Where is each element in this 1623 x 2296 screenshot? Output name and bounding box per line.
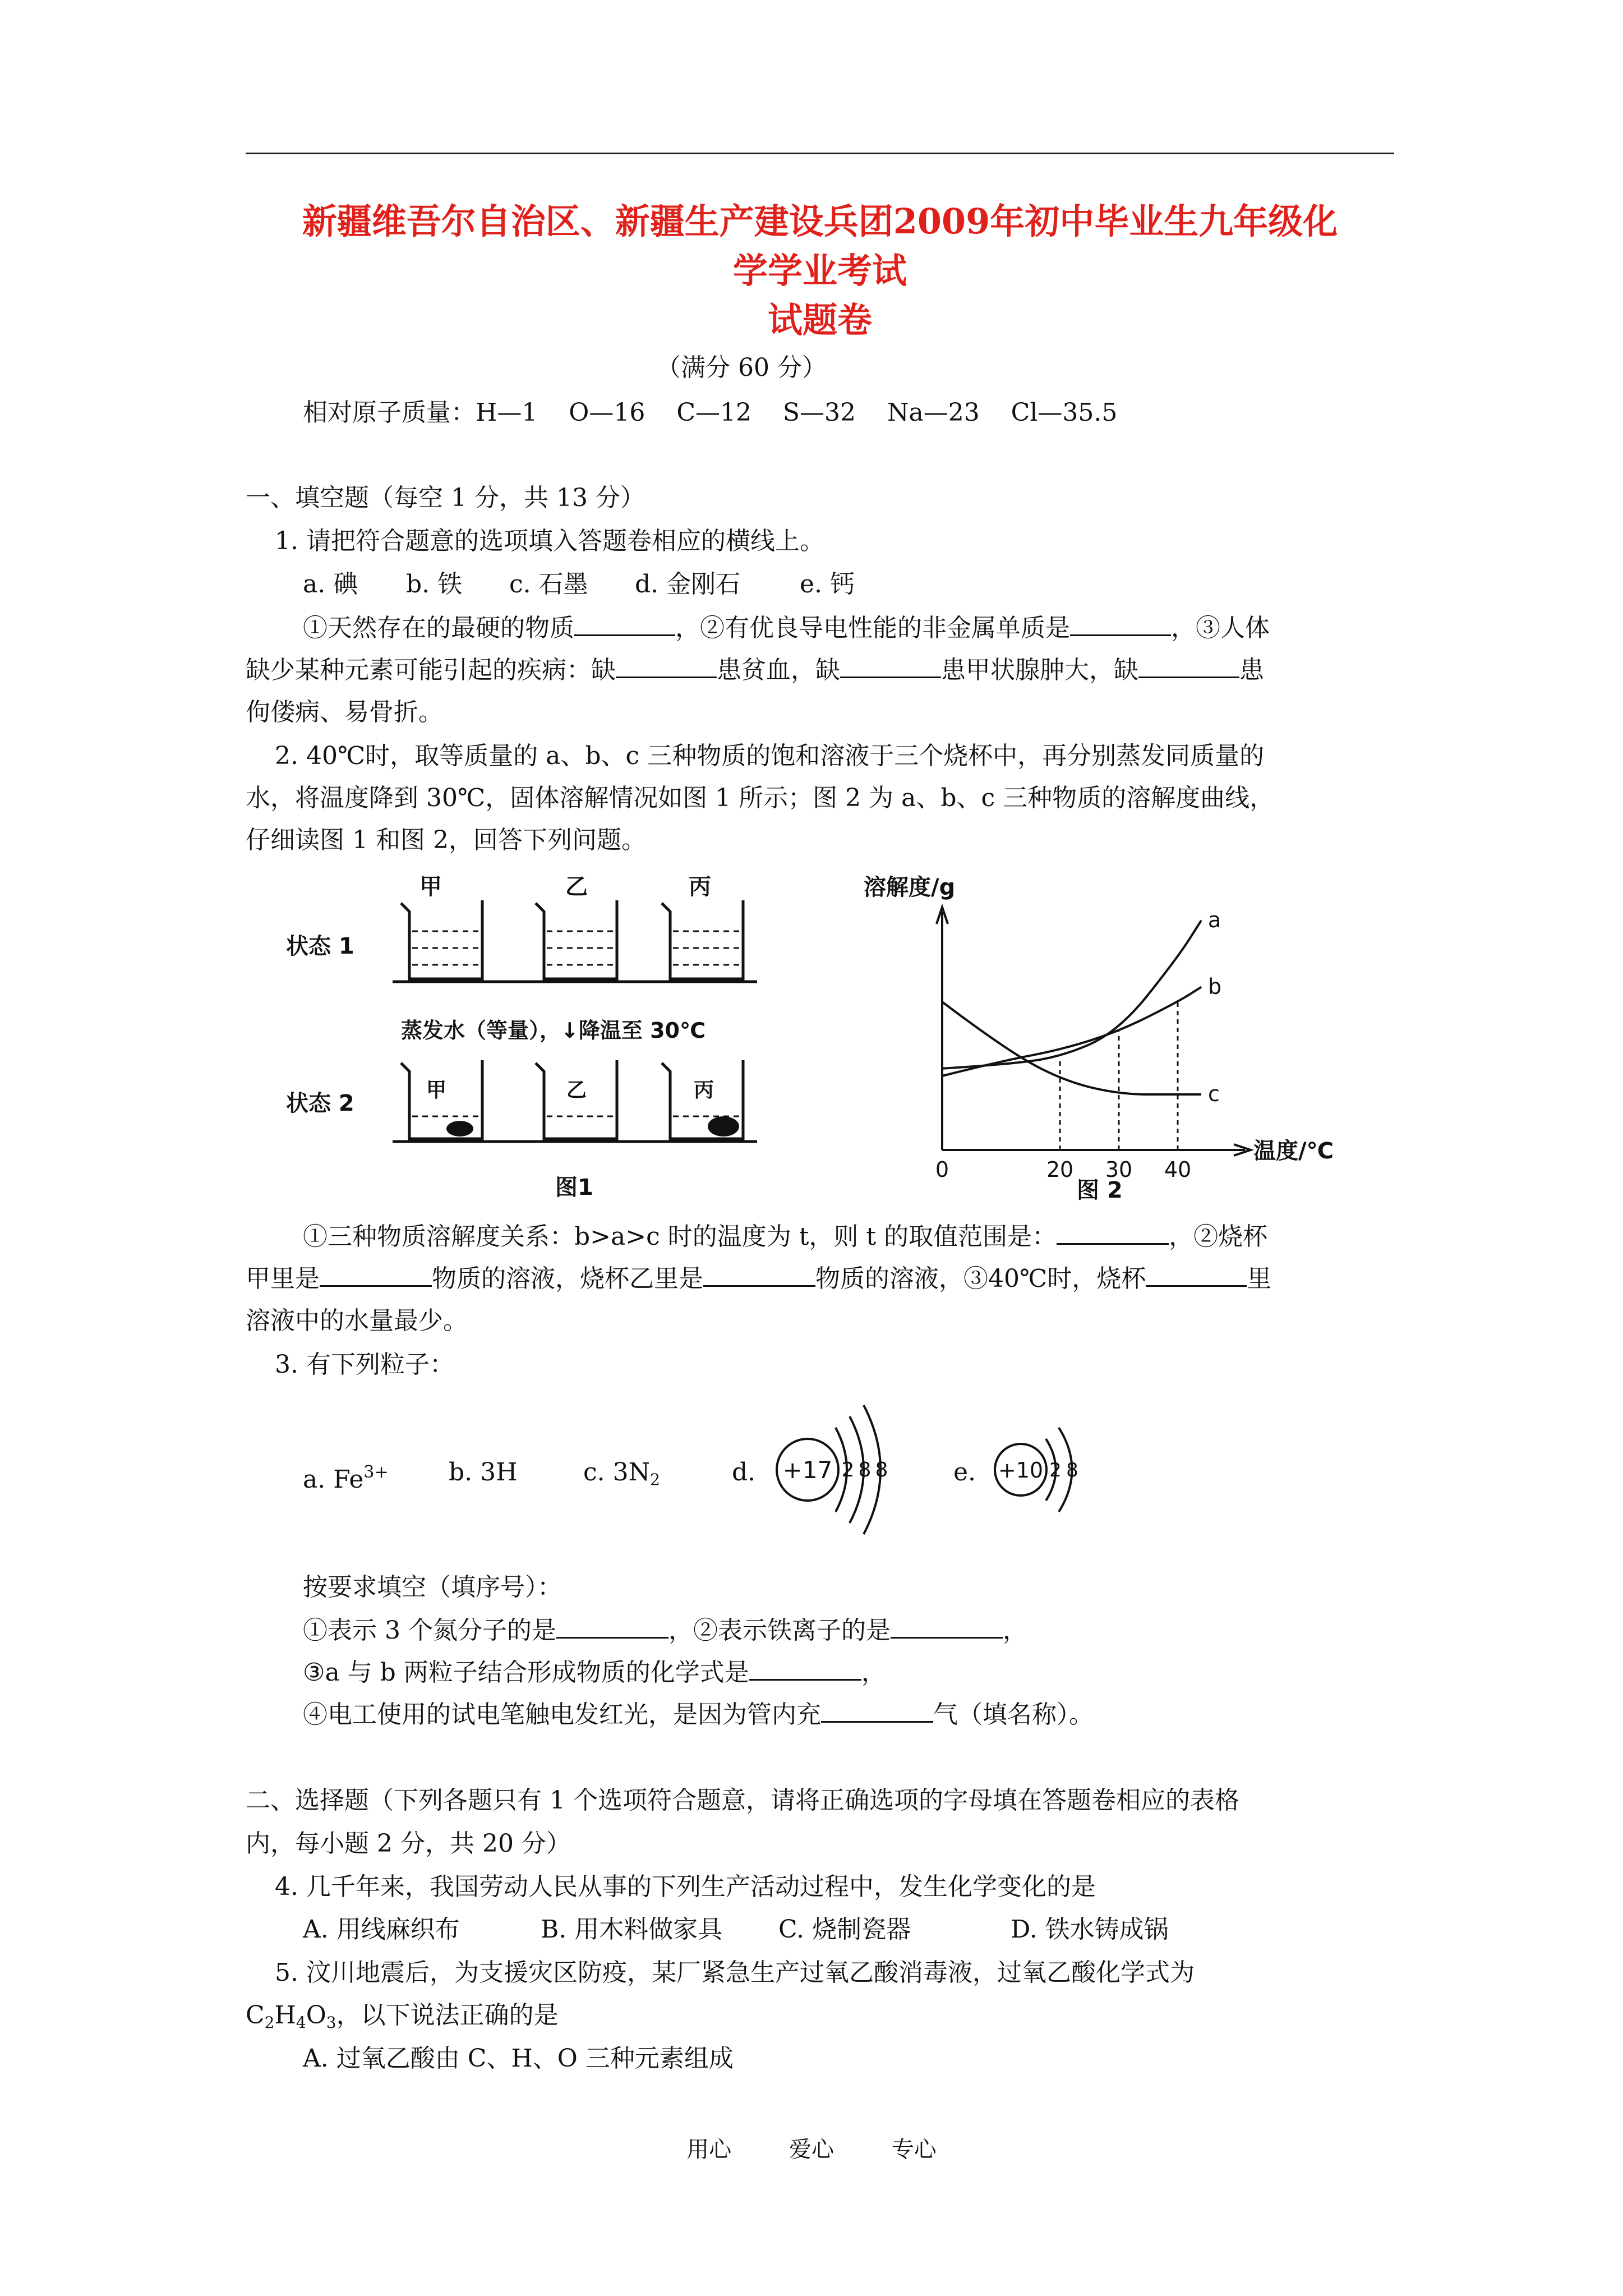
exam-title-line2: 学学业考试 <box>732 250 907 291</box>
y-axis-label: 溶解度/g <box>864 875 956 900</box>
q2-line3: 仔细读图 1 和图 2，回答下列问题。 <box>246 826 646 854</box>
q2-answer-line2 <box>246 1262 1271 1296</box>
q1-text: ，③人体 <box>1171 614 1270 642</box>
q3-item1 <box>303 1614 1027 1648</box>
footer-item: 专心 <box>891 2137 937 2162</box>
formula-text: C <box>246 2001 265 2030</box>
nucleus-d: +17 <box>782 1456 833 1484</box>
q2-text: 物质的溶液，③40℃时，烧杯 <box>815 1264 1146 1293</box>
answer-blank[interactable] <box>703 1263 815 1287</box>
crystal-bing <box>708 1116 739 1137</box>
atom-diagram-d <box>768 1386 937 1554</box>
exam-title-line3: 试题卷 <box>767 300 872 341</box>
series-label-a: a <box>1208 907 1221 932</box>
particle-d-label: d. <box>732 1458 756 1487</box>
figure1-caption: 图1 <box>555 1175 593 1200</box>
q5-line2 <box>246 1999 559 2040</box>
particle-b: b. 3H <box>449 1458 518 1487</box>
shell-e-1: 2 <box>1049 1459 1062 1481</box>
q3-text: ①表示 3 个氮分子的是 <box>303 1616 556 1645</box>
q4-option: C. 烧制瓷器 <box>778 1915 911 1944</box>
answer-blank[interactable] <box>891 1614 1003 1639</box>
q3-text: 气（填名称）。 <box>933 1700 1094 1729</box>
q2-text: 甲里是 <box>246 1264 320 1293</box>
q4-stem: 4. 几千年来，我国劳动人民从事的下列生产活动过程中，发生化学变化的是 <box>275 1872 1096 1901</box>
series-label-c: c <box>1208 1082 1220 1106</box>
subscript: 4 <box>296 2013 306 2032</box>
series-line-c <box>942 1002 1201 1094</box>
answer-blank[interactable] <box>1138 654 1239 678</box>
answer-blank[interactable] <box>1070 612 1171 636</box>
q2-text: ①三种物质溶解度关系：b>a>c 时的温度为 t，则 t 的取值范围是： <box>303 1222 1057 1251</box>
q1-text: 患 <box>1239 656 1264 684</box>
q1-options <box>303 568 855 601</box>
x-tick-label: 40 <box>1164 1157 1192 1182</box>
figure1-beakers <box>275 869 791 1206</box>
section1-heading: 一、填空题（每空 1 分，共 13 分） <box>246 484 645 512</box>
q1-text: ，②有优良导电性能的非金属单质是 <box>675 614 1070 642</box>
q3-text: ④电工使用的试电笔触电发红光，是因为管内充 <box>303 1700 821 1729</box>
x-tick-label: 0 <box>935 1157 949 1182</box>
state2-label: 状态 2 <box>286 1091 354 1116</box>
q2-text: 里 <box>1247 1264 1272 1293</box>
particle-text: c. 3N <box>583 1458 651 1487</box>
q1-option: a. 碘 <box>303 570 358 599</box>
exam-title-line1: 新疆维吾尔自治区、新疆生产建设兵团2009年初中毕业生九年级化 <box>302 201 1338 242</box>
particle-a <box>303 1456 389 1497</box>
q1-stem: 1. 请把符合题意的选项填入答题卷相应的横线上。 <box>275 527 824 555</box>
q5-option-a: A. 过氧乙酸由 C、H、O 三种元素组成 <box>303 2044 734 2073</box>
header-rule <box>246 153 1394 154</box>
beaker-bing-state1 <box>662 900 743 979</box>
q3-item3 <box>303 1698 1094 1732</box>
answer-blank[interactable] <box>320 1263 432 1287</box>
shell-d-3: 8 <box>875 1458 888 1481</box>
series-label-b: b <box>1208 974 1222 999</box>
q1-text: ①天然存在的最硬的物质 <box>303 614 574 642</box>
beaker-inner-label: 乙 <box>566 1079 587 1102</box>
figure2-caption: 图 2 <box>1077 1177 1123 1203</box>
x-tick-label: 20 <box>1046 1157 1074 1182</box>
atomic-mass: 相对原子质量：H—1 O—16 C—12 S—32 Na—23 Cl—35.5 <box>303 398 1118 427</box>
atom-diagram-e <box>987 1408 1133 1537</box>
q3-item2 <box>303 1656 886 1690</box>
q1-text: 缺少某种元素可能引起的疾病：缺 <box>246 656 616 684</box>
q2-answer-line1 <box>303 1220 1267 1254</box>
q2-text: 物质的溶液，烧杯乙里是 <box>432 1264 703 1293</box>
full-score: （满分 60 分） <box>656 353 827 382</box>
beaker-label-jia: 甲 <box>419 874 442 900</box>
answer-blank[interactable] <box>749 1657 861 1681</box>
beaker-label-bing: 丙 <box>689 874 711 900</box>
q4-option: A. 用线麻织布 <box>303 1915 460 1944</box>
subscript: 2 <box>650 1470 660 1489</box>
q3-stem: 3. 有下列粒子： <box>275 1350 454 1379</box>
q5-text: ，以下说法正确的是 <box>336 2001 559 2030</box>
beaker-yi-state1 <box>536 900 617 979</box>
formula-text: H <box>274 2001 296 2030</box>
section2-heading-line2: 内，每小题 2 分，共 20 分） <box>246 1829 571 1858</box>
q3-text: ③a 与 b 两粒子结合形成物质的化学式是 <box>303 1658 749 1687</box>
shell-d-2: 8 <box>858 1458 872 1481</box>
answer-blank[interactable] <box>1057 1221 1169 1245</box>
particle-text: a. Fe <box>303 1465 364 1494</box>
q2-answer-line3: 溶液中的水量最少。 <box>246 1306 468 1335</box>
subscript: 3 <box>326 2013 336 2032</box>
q3-text: ， <box>861 1658 886 1687</box>
nucleus-e: +10 <box>998 1458 1044 1483</box>
q1-option: d. 金刚石 <box>635 570 741 599</box>
q4-options <box>303 1913 1169 1947</box>
shell-d-1: 2 <box>841 1458 855 1481</box>
beaker-inner-label: 甲 <box>426 1079 447 1102</box>
beaker-jia-state1 <box>401 900 482 979</box>
process-label: 蒸发水（等量），↓降温至 30℃ <box>401 1018 706 1043</box>
q2-line2: 水，将温度降到 30℃，固体溶解情况如图 1 所示；图 2 为 a、b、c 三种物质的溶解度曲线， <box>246 784 1275 812</box>
q1-line3: 佝偻病、易骨折。 <box>246 698 443 726</box>
q1-text: 患甲状腺肿大，缺 <box>941 656 1138 684</box>
beaker-label-yi: 乙 <box>565 874 588 900</box>
state1-label: 状态 1 <box>286 933 354 959</box>
q1-text: 患贫血，缺 <box>717 656 840 684</box>
page-footer <box>0 2132 1623 2164</box>
x-axis-label: 温度/℃ <box>1253 1138 1334 1164</box>
crystal-jia <box>446 1121 473 1137</box>
q4-option: D. 铁水铸成锅 <box>1011 1915 1169 1944</box>
particle-c <box>583 1456 660 1497</box>
footer-item: 用心 <box>686 2137 732 2162</box>
answer-blank[interactable] <box>574 612 675 636</box>
figure2-solubility-chart <box>841 872 1334 1209</box>
section2-heading-line1: 二、选择题（下列各题只有 1 个选项符合题意，请将正确选项的字母填在答题卷相应的表格 <box>246 1786 1239 1815</box>
answer-blank[interactable] <box>556 1614 668 1639</box>
subscript: 2 <box>264 2013 275 2032</box>
q4-option: B. 用木料做家具 <box>541 1915 723 1944</box>
q1-line2 <box>246 654 1264 687</box>
q1-line1 <box>303 611 1270 645</box>
q3-text: ，②表示铁离子的是 <box>668 1616 891 1645</box>
q2-text: ，②烧杯 <box>1169 1222 1268 1251</box>
footer-item: 爱心 <box>789 2137 834 2162</box>
answer-blank[interactable] <box>821 1699 933 1723</box>
answer-blank[interactable] <box>1146 1263 1247 1287</box>
answer-blank[interactable] <box>840 654 941 678</box>
formula-text: O <box>306 2001 326 2030</box>
shell-e-2: 8 <box>1066 1459 1078 1481</box>
superscript: 3+ <box>363 1462 389 1482</box>
particle-e-label: e. <box>953 1458 976 1487</box>
q3-text: ， <box>1002 1616 1027 1645</box>
q3-instruction: 按要求填空（填序号）： <box>303 1573 562 1602</box>
q1-option: e. 钙 <box>800 570 855 599</box>
answer-blank[interactable] <box>616 654 717 678</box>
q5-line1: 5. 汶川地震后，为支援灾区防疫，某厂紧急生产过氧乙酸消毒液，过氧乙酸化学式为 <box>275 1958 1195 1987</box>
q1-option: c. 石墨 <box>509 570 588 599</box>
x-tick-label: 30 <box>1105 1157 1133 1182</box>
q1-option: b. 铁 <box>406 570 463 599</box>
q2-line1: 2. 40℃时，取等质量的 a、b、c 三种物质的饱和溶液于三个烧杯中，再分别蒸发同质量的 <box>275 742 1265 770</box>
beaker-inner-label: 丙 <box>693 1079 714 1102</box>
